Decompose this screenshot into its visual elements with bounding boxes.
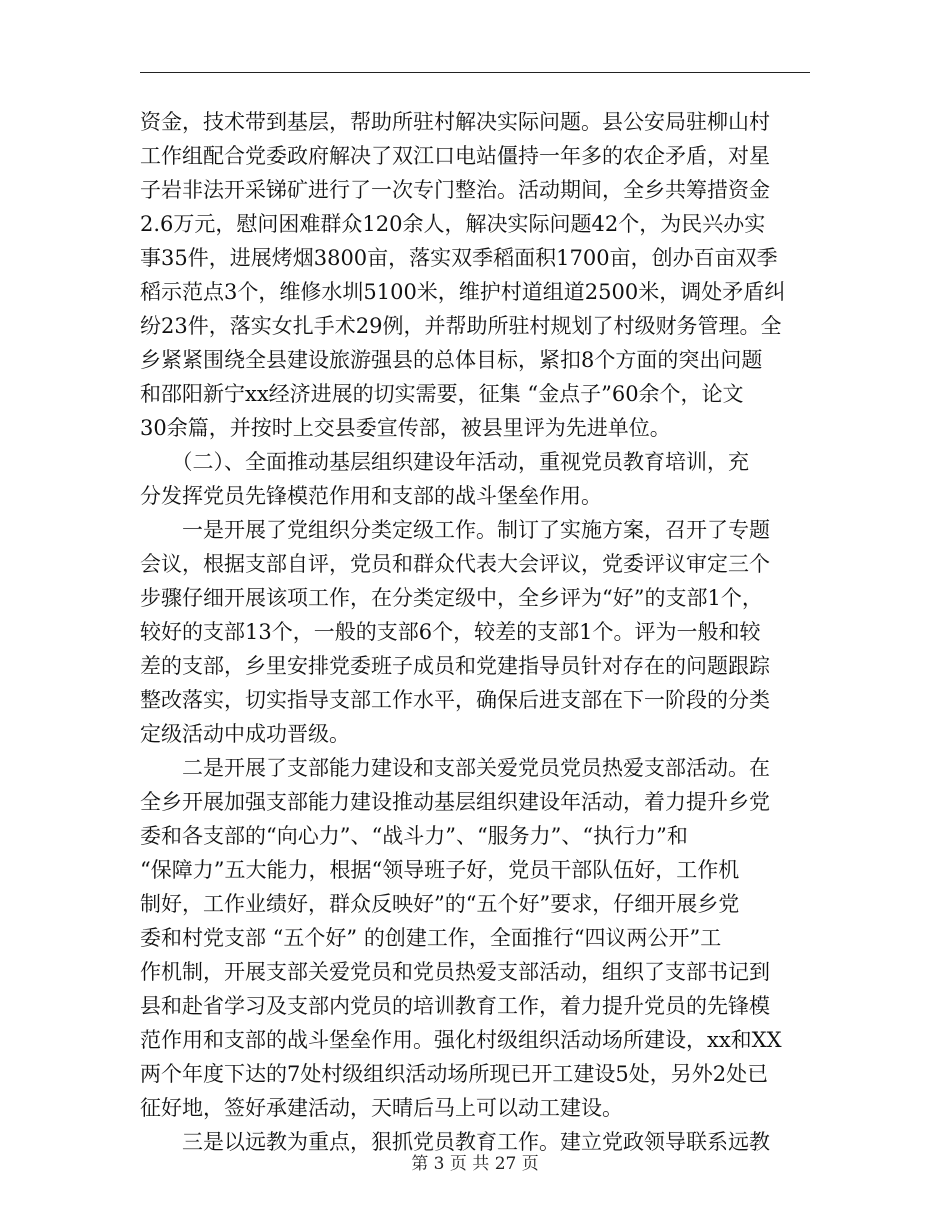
- text-line: 整改落实，切实指导支部工作水平，确保后进支部在下一阶段的分类: [140, 688, 770, 712]
- text-line: 30余篇，并按时上交县委宣传部，被县里评为先进单位。: [140, 416, 671, 440]
- text-line: 和邵阳新宁xx经济进展的切实需要，征集 “金点子”60余个，论文: [140, 382, 744, 406]
- text-line: 二是开展了支部能力建设和支部关爱党员党员热爱支部活动。在: [140, 756, 770, 780]
- text-line: 步骤仔细开展该项工作，在分类定级中，全乡评为“好”的支部1个，: [140, 586, 763, 610]
- text-line: 2.6万元，慰问困难群众120余人，解决实际问题42个，为民兴办实: [140, 212, 766, 236]
- text-line: 两个年度下达的7处村级组织活动场所现已开工建设5处，另外2处已: [140, 1062, 769, 1086]
- text-line: 较好的支部13个，一般的支部6个，较差的支部1个。评为一般和较: [140, 620, 761, 644]
- text-line: 三是以远教为重点，狠抓党员教育工作。建立党政领导联系远教: [140, 1130, 770, 1154]
- text-line: 范作用和支部的战斗堡垒作用。强化村级组织活动场所建设，xx和XX: [140, 1028, 782, 1052]
- text-line: 工作组配合党委政府解决了双江口电站僵持一年多的农企矛盾，对星: [140, 144, 770, 168]
- text-line: 委和各支部的“向心力”、“战斗力”、“服务力”、“执行力”和: [140, 824, 688, 848]
- page-number-footer: 第 3 页 共 27 页: [411, 1154, 539, 1174]
- text-line: 定级活动中成功晋级。: [140, 722, 350, 746]
- text-line: 纷23件，落实女扎手术29例，并帮助所驻村规划了村级财务管理。全: [140, 314, 782, 338]
- section-heading: （二）、全面推动基层组织建设年活动，重视党员教育培训，充: [140, 450, 749, 474]
- text-line: 征好地，签好承建活动，天晴后马上可以动工建设。: [140, 1096, 623, 1120]
- text-line: 作机制，开展支部关爱党员和党员热爱支部活动，组织了支部书记到: [140, 960, 770, 984]
- text-line: 制好，工作业绩好，群众反映好”的“五个好”要求，仔细开展乡党: [140, 892, 740, 916]
- text-line: 稻示范点3个，维修水圳5100米，维护村道组道2500米，调处矛盾纠: [140, 280, 786, 304]
- header-rule: [140, 72, 810, 73]
- document-body: [140, 105, 810, 1159]
- text-line: “保障力”五大能力，根据“领导班子好，党员干部队伍好，工作机: [140, 858, 740, 882]
- section-heading: 分发挥党员先锋模范作用和支部的战斗堡垒作用。: [140, 484, 602, 508]
- text-line: 县和赴省学习及支部内党员的培训教育工作，着力提升党员的先锋模: [140, 994, 770, 1018]
- text-line: 差的支部，乡里安排党委班子成员和党建指导员针对存在的问题跟踪: [140, 654, 770, 678]
- text-line: 事35件，进展烤烟3800亩，落实双季稻面积1700亩，创办百亩双季: [140, 246, 778, 270]
- text-line: 会议，根据支部自评，党员和群众代表大会评议，党委评议审定三个: [140, 552, 770, 576]
- text-line: 委和村党支部 “五个好” 的创建工作，全面推行“四议两公开”工: [140, 926, 722, 950]
- text-line: 全乡开展加强支部能力建设推动基层组织建设年活动，着力提升乡党: [140, 790, 770, 814]
- text-line: 资金，技术带到基层，帮助所驻村解决实际问题。县公安局驻柳山村: [140, 110, 770, 134]
- text-line: 一是开展了党组织分类定级工作。制订了实施方案，召开了专题: [140, 518, 770, 542]
- text-line: 乡紧紧围绕全县建设旅游强县的总体目标，紧扣8个方面的突出问题: [140, 348, 763, 372]
- text-line: 子岩非法开采锑矿进行了一次专门整治。活动期间，全乡共筹措资金: [140, 178, 770, 202]
